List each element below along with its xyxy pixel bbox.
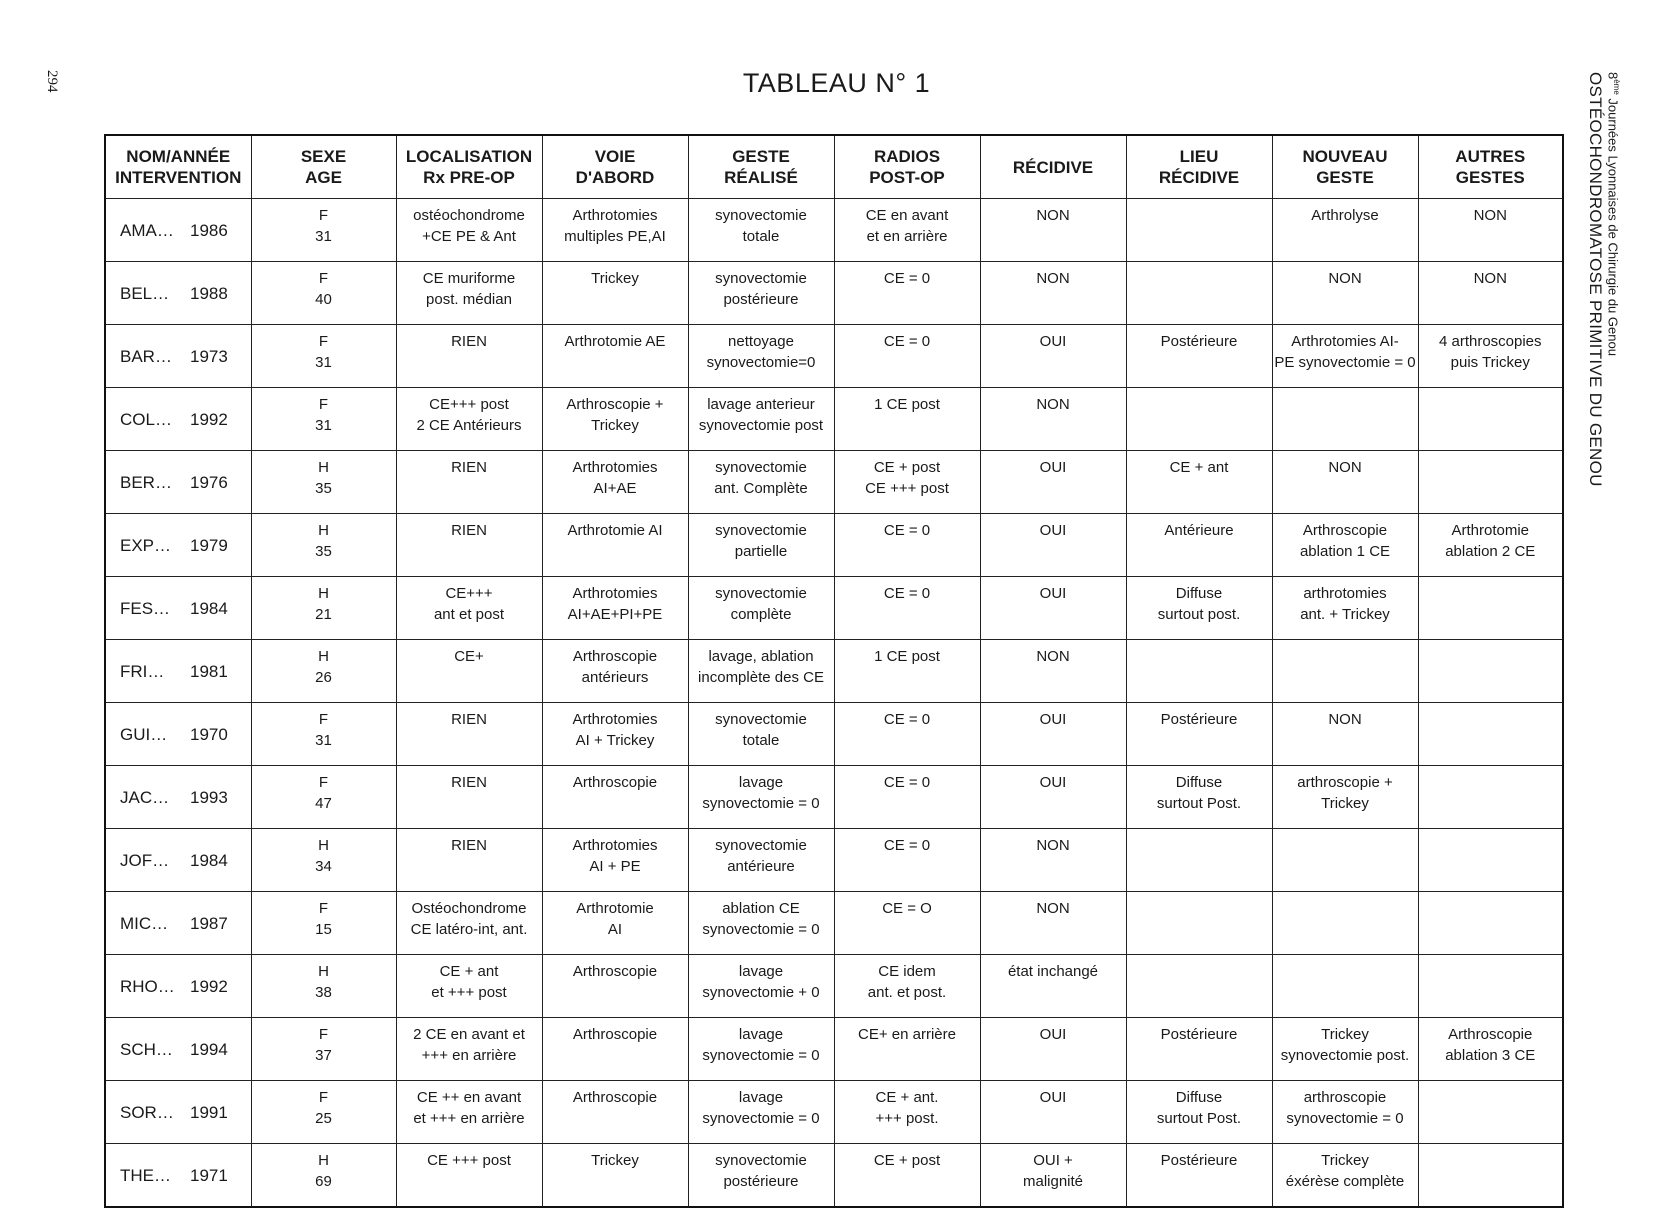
cell-autres: NON [1418, 262, 1563, 325]
cell-name-year: JAC… 1993 [105, 766, 251, 829]
side-running-header [1585, 72, 1624, 512]
cell-nouveau: NON [1272, 262, 1418, 325]
cell-name-year: FES… 1984 [105, 577, 251, 640]
cell-lieu [1126, 892, 1272, 955]
cell-voie: Arthrotomie AE [542, 325, 688, 388]
cell-autres [1418, 955, 1563, 1018]
cell-name-year: BEL… 1988 [105, 262, 251, 325]
book-title: OSTÉOCHONDROMATOSE PRIMITIVE DU GENOU [1585, 72, 1605, 487]
cell-lieu [1126, 829, 1272, 892]
cell-recidive: OUI [980, 766, 1126, 829]
cell-sex-age: F 31 [251, 199, 396, 262]
cell-nouveau: arthroscopie synovectomie = 0 [1272, 1081, 1418, 1144]
col-header-name: NOM/ANNÉE INTERVENTION [105, 135, 251, 199]
cell-localisation: CE ++ en avant et +++ en arrière [396, 1081, 542, 1144]
table-row [105, 892, 1563, 955]
cell-autres: NON [1418, 199, 1563, 262]
cell-geste: lavage synovectomie = 0 [688, 1018, 834, 1081]
cell-autres: 4 arthroscopies puis Trickey [1418, 325, 1563, 388]
cell-voie: Arthrotomies AI + Trickey [542, 703, 688, 766]
cell-radios: CE = 0 [834, 829, 980, 892]
cell-recidive: OUI [980, 703, 1126, 766]
cell-autres: Arthroscopie ablation 3 CE [1418, 1018, 1563, 1081]
cell-geste: synovectomie totale [688, 703, 834, 766]
cell-radios: CE + post [834, 1144, 980, 1208]
cell-recidive: état inchangé [980, 955, 1126, 1018]
cell-autres [1418, 829, 1563, 892]
cell-lieu [1126, 388, 1272, 451]
cell-voie: Arthroscopie antérieurs [542, 640, 688, 703]
cell-autres [1418, 766, 1563, 829]
cell-recidive: NON [980, 829, 1126, 892]
cell-sex-age: F 31 [251, 703, 396, 766]
cell-name-year: GUI… 1970 [105, 703, 251, 766]
journal-prefix: 8 [1605, 72, 1621, 80]
cell-sex-age: H 38 [251, 955, 396, 1018]
cell-recidive: OUI [980, 514, 1126, 577]
cell-name-year: COL… 1992 [105, 388, 251, 451]
cell-geste: lavage anterieur synovectomie post [688, 388, 834, 451]
cell-recidive: NON [980, 892, 1126, 955]
cell-radios: CE = O [834, 892, 980, 955]
cell-recidive: NON [980, 640, 1126, 703]
cell-nouveau: arthroscopie + Trickey [1272, 766, 1418, 829]
cell-geste: synovectomie ant. Complète [688, 451, 834, 514]
cell-nouveau: Arthrotomies AI- PE synovectomie = 0 [1272, 325, 1418, 388]
cell-lieu: CE + ant [1126, 451, 1272, 514]
cell-radios: CE + post CE +++ post [834, 451, 980, 514]
cell-autres [1418, 451, 1563, 514]
cell-voie: Arthrotomies multiples PE,AI [542, 199, 688, 262]
cell-sex-age: H 35 [251, 514, 396, 577]
cell-geste: synovectomie totale [688, 199, 834, 262]
table-row [105, 1144, 1563, 1208]
col-header-recidive: RÉCIDIVE [980, 135, 1126, 199]
cell-nouveau: NON [1272, 451, 1418, 514]
cell-sex-age: F 47 [251, 766, 396, 829]
table-row [105, 199, 1563, 262]
cell-sex-age: H 69 [251, 1144, 396, 1208]
cell-name-year: FRI… 1981 [105, 640, 251, 703]
cell-name-year: EXP… 1979 [105, 514, 251, 577]
cell-radios: CE = 0 [834, 325, 980, 388]
cell-geste: ablation CE synovectomie = 0 [688, 892, 834, 955]
cell-lieu: Postérieure [1126, 703, 1272, 766]
cell-localisation: RIEN [396, 514, 542, 577]
cell-recidive: NON [980, 262, 1126, 325]
cell-radios: CE = 0 [834, 514, 980, 577]
cell-geste: lavage synovectomie + 0 [688, 955, 834, 1018]
cell-sex-age: F 31 [251, 325, 396, 388]
journal-name [1605, 72, 1624, 512]
cell-name-year: JOF… 1984 [105, 829, 251, 892]
cell-name-year: THE… 1971 [105, 1144, 251, 1208]
cell-autres [1418, 892, 1563, 955]
cell-localisation: RIEN [396, 451, 542, 514]
cell-nouveau [1272, 955, 1418, 1018]
table-row [105, 262, 1563, 325]
cell-nouveau: Arthroscopie ablation 1 CE [1272, 514, 1418, 577]
cell-name-year: AMA… 1986 [105, 199, 251, 262]
cell-autres [1418, 703, 1563, 766]
cell-sex-age: F 37 [251, 1018, 396, 1081]
cell-localisation: RIEN [396, 325, 542, 388]
cell-radios: CE + ant. +++ post. [834, 1081, 980, 1144]
cell-autres [1418, 388, 1563, 451]
cell-voie: Arthrotomies AI + PE [542, 829, 688, 892]
cell-voie: Arthroscopie [542, 1018, 688, 1081]
cell-lieu [1126, 262, 1272, 325]
cell-nouveau [1272, 829, 1418, 892]
cell-geste: synovectomie antérieure [688, 829, 834, 892]
cell-radios: CE = 0 [834, 766, 980, 829]
cell-lieu: Antérieure [1126, 514, 1272, 577]
table-row [105, 514, 1563, 577]
cell-localisation: RIEN [396, 766, 542, 829]
cell-recidive: OUI [980, 1018, 1126, 1081]
cell-localisation: RIEN [396, 703, 542, 766]
cell-nouveau [1272, 388, 1418, 451]
col-header-localisation: LOCALISATION Rx PRE-OP [396, 135, 542, 199]
cell-name-year: BAR… 1973 [105, 325, 251, 388]
cell-sex-age: H 34 [251, 829, 396, 892]
cell-geste: lavage, ablation incomplète des CE [688, 640, 834, 703]
cell-lieu: Postérieure [1126, 1144, 1272, 1208]
cell-nouveau [1272, 892, 1418, 955]
cell-voie: Trickey [542, 1144, 688, 1208]
table-row [105, 325, 1563, 388]
table-row [105, 1018, 1563, 1081]
col-header-autres: AUTRES GESTES [1418, 135, 1563, 199]
cell-recidive: NON [980, 388, 1126, 451]
cell-localisation: RIEN [396, 829, 542, 892]
cell-geste: lavage synovectomie = 0 [688, 1081, 834, 1144]
col-header-geste: GESTE RÉALISÉ [688, 135, 834, 199]
cell-localisation: CE muriforme post. médian [396, 262, 542, 325]
cell-localisation: CE+ [396, 640, 542, 703]
table-row [105, 955, 1563, 1018]
table-row [105, 388, 1563, 451]
cell-nouveau: Arthrolyse [1272, 199, 1418, 262]
cell-radios: CE = 0 [834, 577, 980, 640]
cell-nouveau: arthrotomies ant. + Trickey [1272, 577, 1418, 640]
cell-recidive: OUI [980, 577, 1126, 640]
cell-lieu [1126, 199, 1272, 262]
cell-voie: Arthroscopie [542, 955, 688, 1018]
cell-autres [1418, 640, 1563, 703]
cell-geste: lavage synovectomie = 0 [688, 766, 834, 829]
cell-radios: CE = 0 [834, 703, 980, 766]
cell-voie: Arthrotomie AI [542, 892, 688, 955]
cell-name-year: SOR… 1991 [105, 1081, 251, 1144]
cell-geste: synovectomie postérieure [688, 262, 834, 325]
table-row [105, 766, 1563, 829]
col-header-radios: RADIOS POST-OP [834, 135, 980, 199]
results-table [104, 134, 1564, 1208]
journal-rest: Journées Lyonnaises de Chirurgie du Genou [1605, 94, 1621, 356]
cell-lieu [1126, 640, 1272, 703]
cell-name-year: BER… 1976 [105, 451, 251, 514]
cell-voie: Arthroscopie + Trickey [542, 388, 688, 451]
cell-localisation: CE+++ ant et post [396, 577, 542, 640]
cell-radios: CE idem ant. et post. [834, 955, 980, 1018]
cell-recidive: OUI [980, 451, 1126, 514]
cell-recidive: OUI [980, 325, 1126, 388]
cell-lieu: Postérieure [1126, 1018, 1272, 1081]
cell-geste: synovectomie complète [688, 577, 834, 640]
cell-sex-age: F 40 [251, 262, 396, 325]
cell-localisation: Ostéochondrome CE latéro-int, ant. [396, 892, 542, 955]
cell-lieu: Diffuse surtout Post. [1126, 766, 1272, 829]
cell-localisation: 2 CE en avant et +++ en arrière [396, 1018, 542, 1081]
cell-nouveau [1272, 640, 1418, 703]
cell-localisation: CE+++ post 2 CE Antérieurs [396, 388, 542, 451]
cell-sex-age: H 21 [251, 577, 396, 640]
cell-voie: Arthrotomies AI+AE+PI+PE [542, 577, 688, 640]
col-header-voie: VOIE D'ABORD [542, 135, 688, 199]
cell-recidive: OUI [980, 1081, 1126, 1144]
journal-sup: ème [1612, 79, 1621, 95]
cell-voie: Trickey [542, 262, 688, 325]
cell-lieu: Postérieure [1126, 325, 1272, 388]
cell-radios: CE+ en arrière [834, 1018, 980, 1081]
cell-name-year: RHO… 1992 [105, 955, 251, 1018]
cell-lieu: Diffuse surtout post. [1126, 577, 1272, 640]
cell-nouveau: Trickey éxérèse complète [1272, 1144, 1418, 1208]
cell-sex-age: F 25 [251, 1081, 396, 1144]
cell-localisation: CE +++ post [396, 1144, 542, 1208]
cell-geste: synovectomie postérieure [688, 1144, 834, 1208]
table-row [105, 451, 1563, 514]
cell-localisation: CE + ant et +++ post [396, 955, 542, 1018]
col-header-sex-age: SEXE AGE [251, 135, 396, 199]
cell-autres: Arthrotomie ablation 2 CE [1418, 514, 1563, 577]
table-row [105, 577, 1563, 640]
cell-sex-age: H 35 [251, 451, 396, 514]
cell-autres [1418, 577, 1563, 640]
header-row [105, 135, 1563, 199]
col-header-nouveau: NOUVEAU GESTE [1272, 135, 1418, 199]
cell-lieu: Diffuse surtout Post. [1126, 1081, 1272, 1144]
page-number: 294 [44, 70, 60, 93]
cell-radios: CE = 0 [834, 262, 980, 325]
cell-voie: Arthrotomie AI [542, 514, 688, 577]
table-body [105, 199, 1563, 1208]
cell-nouveau: Trickey synovectomie post. [1272, 1018, 1418, 1081]
cell-name-year: SCH… 1994 [105, 1018, 251, 1081]
cell-voie: Arthroscopie [542, 1081, 688, 1144]
table-row [105, 1081, 1563, 1144]
cell-sex-age: F 31 [251, 388, 396, 451]
cell-recidive: NON [980, 199, 1126, 262]
cell-voie: Arthroscopie [542, 766, 688, 829]
cell-recidive: OUI + malignité [980, 1144, 1126, 1208]
cell-radios: 1 CE post [834, 640, 980, 703]
col-header-lieu: LIEU RÉCIDIVE [1126, 135, 1272, 199]
cell-sex-age: F 15 [251, 892, 396, 955]
table-row [105, 640, 1563, 703]
table-title: TABLEAU N° 1 [742, 68, 931, 98]
cell-autres [1418, 1081, 1563, 1144]
cell-voie: Arthrotomies AI+AE [542, 451, 688, 514]
cell-autres [1418, 1144, 1563, 1208]
cell-radios: 1 CE post [834, 388, 980, 451]
table-row [105, 829, 1563, 892]
cell-localisation: ostéochondrome +CE PE & Ant [396, 199, 542, 262]
cell-nouveau: NON [1272, 703, 1418, 766]
cell-radios: CE en avant et en arrière [834, 199, 980, 262]
table-row [105, 703, 1563, 766]
cell-geste: nettoyage synovectomie=0 [688, 325, 834, 388]
cell-sex-age: H 26 [251, 640, 396, 703]
cell-name-year: MIC… 1987 [105, 892, 251, 955]
cell-geste: synovectomie partielle [688, 514, 834, 577]
cell-lieu [1126, 955, 1272, 1018]
